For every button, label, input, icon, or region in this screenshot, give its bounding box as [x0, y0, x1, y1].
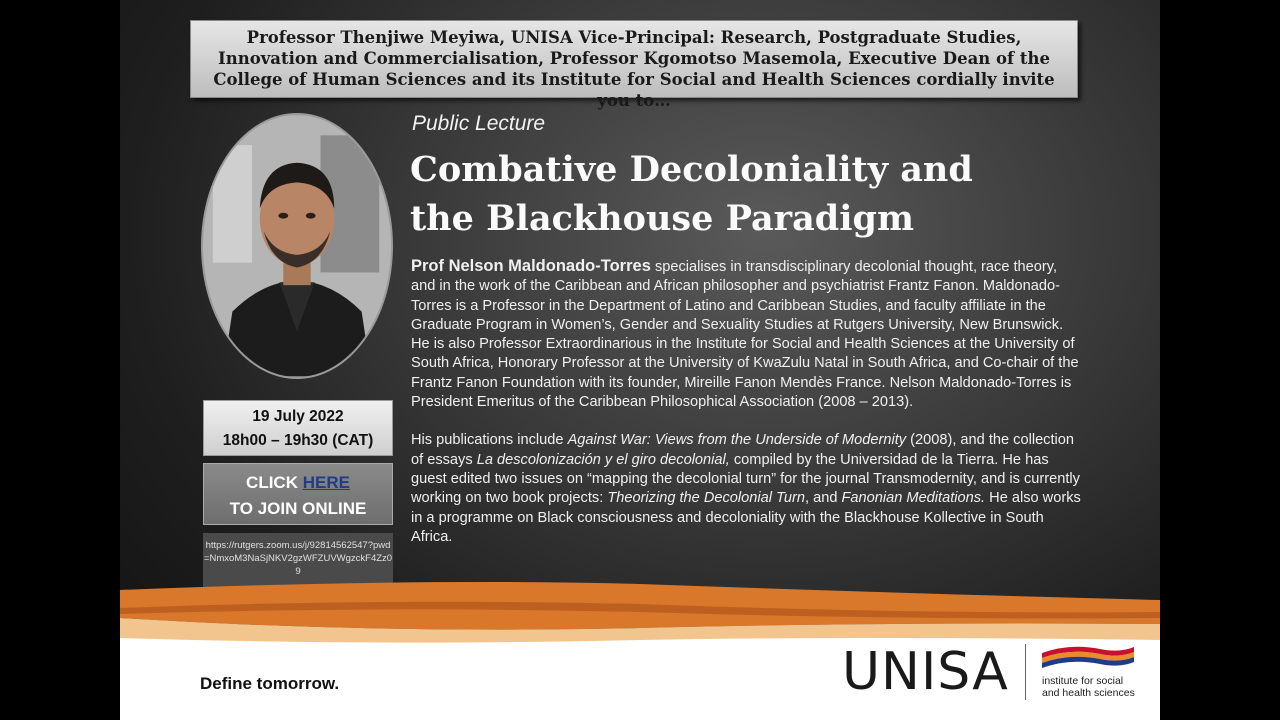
institute-name	[1042, 675, 1160, 699]
bio-paragraph-2	[411, 431, 1083, 547]
bio-text: (2008), and the collection of essays	[411, 432, 1075, 468]
book-title: Theorizing the Decolonial Turn	[607, 490, 805, 507]
lecture-slide	[120, 0, 1160, 720]
event-type: Public Lecture	[412, 112, 546, 135]
book-title: Fanonian Meditations.	[841, 490, 986, 507]
event-date: 19 July 2022	[252, 408, 344, 425]
bio-text: compiled by the Universidad de la Tierra. He has guest edited two issues on “mapping the decolonial turn” for the journal Transmodernity, and is currently working on two book projects:	[411, 451, 1080, 507]
book-title: Against War: Views from the Underside of Modernity	[567, 432, 907, 449]
date-time-box	[203, 400, 393, 456]
speaker-bio	[411, 257, 1083, 547]
unisa-flag-logo-icon	[1040, 643, 1136, 673]
invitation-text: Professor Thenjiwe Meyiwa, UNISA Vice-Principal: Research, Postgraduate Studies, Innovation and Commercialisation, Professor Kgomotso Masemola, Executive Dean of the College of Human Sciences and its Institute for Social and Health Sciences cordially invite you to…	[213, 28, 1055, 110]
speaker-photo-icon	[203, 115, 391, 377]
join-here-link[interactable]: HERE	[302, 473, 350, 492]
institute-line-1: institute for social	[1042, 675, 1124, 687]
lecture-title	[410, 145, 1110, 243]
logo-divider	[1025, 644, 1026, 700]
zoom-url[interactable]: https://rutgers.zoom.us/j/92814562547?pwd=NmxoM3NaSjNKV2gzWFZUVWgzckF4Zz09	[203, 533, 393, 587]
speaker-portrait	[201, 113, 393, 379]
title-line-2: the Blackhouse Paradigm	[410, 198, 915, 239]
bio-text: His publications include	[411, 432, 568, 449]
bio-paragraph-1	[411, 257, 1083, 412]
event-time: 18h00 – 19h30 (CAT)	[222, 432, 374, 449]
bio-text: , and	[804, 490, 842, 507]
unisa-wordmark: UNISA	[842, 642, 1009, 702]
join-online-label: TO JOIN ONLINE	[229, 499, 367, 518]
institute-line-2: and health sciences	[1042, 687, 1135, 699]
bio-text: He also works in a programme on Black consciousness and decoloniality with the Blackhouse Kollective in South Africa.	[411, 490, 1081, 545]
join-click-label: CLICK	[246, 473, 303, 492]
title-line-1: Combative Decoloniality and	[410, 149, 973, 190]
invitation-banner	[190, 20, 1078, 110]
book-title: La descolonización y el giro decolonial,	[476, 451, 730, 468]
tagline: Define tomorrow.	[200, 674, 340, 693]
bio-paragraph-1-text: specialises in transdisciplinary decolonial thought, race theory, and in the work of the Caribbean and African philosopher and psychiatrist Frantz Fanon. Maldonado-Torres is a Professor in the Department of Latino and Caribbean Studies, and faculty affiliate in the Graduate Program in Women’s, Gender and Sexuality Studies at Rutgers University, New Brunswick. He is also Professor Extraordinarious in the Institute for Social and Health Sciences at the University of South Africa, Honorary Professor at the University of KwaZulu Natal in South Africa, and Co-chair of the Frantz Fanon Foundation with its founder, Mireille Fanon Mendès France. Nelson Maldonado-Torres is President Emeritus of the Caribbean Philosophical Association (2008 – 2013).	[411, 259, 1079, 411]
speaker-name: Prof Nelson Maldonado-Torres	[411, 257, 651, 275]
join-online-button[interactable]	[203, 463, 393, 525]
